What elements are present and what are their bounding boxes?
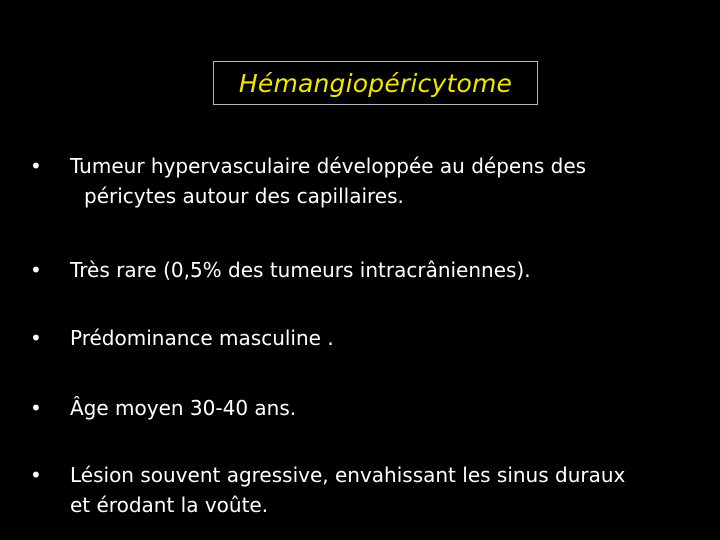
bullet-item xyxy=(30,323,710,353)
bullet-dot: • xyxy=(30,396,42,420)
bullet-item xyxy=(30,255,710,285)
slide-title: Hémangiopéricytome xyxy=(238,68,513,98)
bullet-dot: • xyxy=(30,463,42,487)
bullet-text: Âge moyen 30-40 ans. xyxy=(70,396,297,420)
bullet-dot: • xyxy=(30,258,42,282)
bullet-item xyxy=(30,393,710,423)
bullet-text: Lésion souvent agressive, envahissant les sinus duraux xyxy=(70,463,626,487)
bullet-text: Prédominance masculine . xyxy=(70,326,334,350)
bullet-item xyxy=(30,460,710,520)
bullet-text-continuation: et érodant la voûte. xyxy=(70,493,269,517)
bullet-item xyxy=(30,151,710,211)
bullet-dot: • xyxy=(30,326,42,350)
bullet-dot: • xyxy=(30,154,42,178)
bullet-text: Tumeur hypervasculaire développée au dépens des xyxy=(70,154,587,178)
bullet-text-continuation: péricytes autour des capillaires. xyxy=(84,184,404,208)
title-box xyxy=(213,61,538,105)
bullet-text: Très rare (0,5% des tumeurs intracrâniennes). xyxy=(70,258,531,282)
